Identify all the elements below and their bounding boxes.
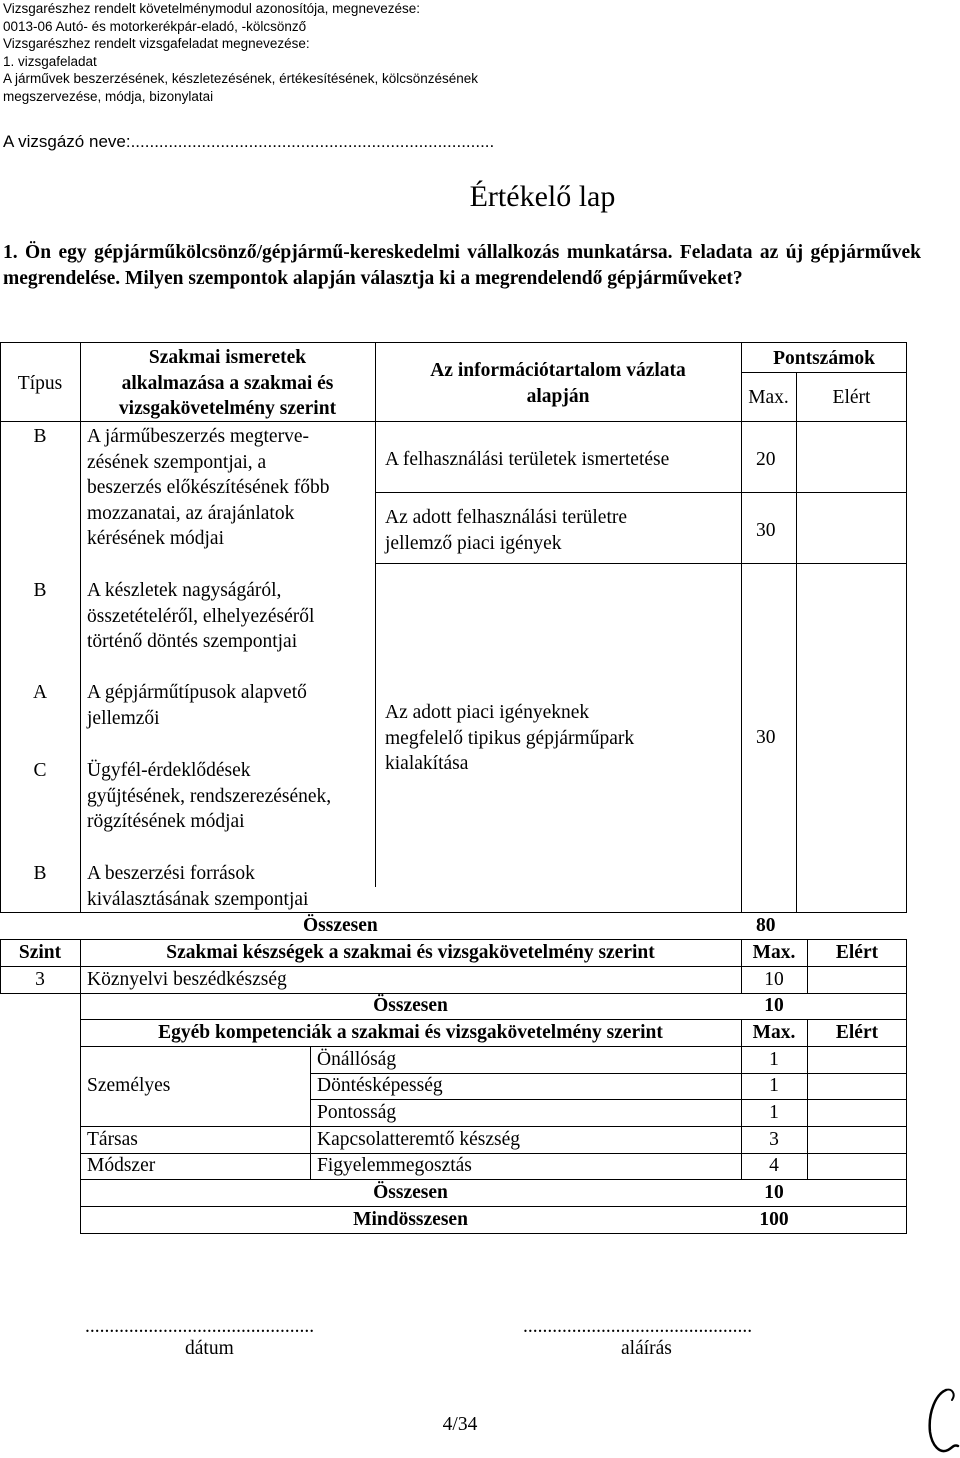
table-border	[375, 563, 907, 564]
skill-label: Köznyelvi beszédkészség	[87, 969, 287, 990]
task-question: 1. Ön egy gépjárműkölcsönző/gépjármű-kereskedelmi vállalkozás munkatársa. Feladata az új gépjárművek megrendelése. Milyen szempontok alapján választja ki a megrendelendő gépjárműveket?	[3, 242, 921, 289]
max-header: Max.	[752, 942, 796, 963]
level-header: Szint	[18, 942, 62, 963]
table-border	[0, 342, 907, 343]
level-cell: 3	[35, 969, 45, 990]
grand-total-label: Mindösszesen	[353, 1209, 468, 1230]
table-border	[80, 1233, 907, 1234]
competency-label: Figyelemmegosztás	[317, 1155, 472, 1176]
total-value: 80	[756, 915, 776, 936]
signature-dots: ...............................................	[523, 1316, 753, 1337]
skills-header: Szakmai készségek a szakmai és vizsgakövetelmény szerint	[166, 942, 655, 963]
table-border	[796, 372, 797, 913]
max-cell: 10	[764, 969, 784, 990]
type-cell: B	[33, 580, 47, 601]
document-header	[3, 0, 478, 105]
table-border	[375, 342, 376, 887]
group-label: Társas	[87, 1129, 138, 1150]
knowledge-header: Szakmai ismeretek alkalmazása a szakmai és vizsgakövetelmény szerint	[118, 347, 337, 419]
header-line: A járművek beszerzésének, készletezésének, értékesítésének, kölcsönzésének	[3, 71, 478, 86]
type-cell: B	[33, 426, 47, 447]
max-cell: 20	[756, 449, 776, 470]
table-border	[80, 342, 81, 913]
points-header: Pontszámok	[773, 348, 875, 369]
max-cell: 1	[769, 1049, 779, 1070]
table-border	[741, 372, 907, 373]
competency-label: Pontosság	[317, 1102, 397, 1123]
type-cell: C	[33, 760, 47, 781]
total-value: 10	[764, 1182, 784, 1203]
header-line: Vizsgarészhez rendelt vizsgafeladat megnevezése:	[3, 36, 310, 51]
achieved-header: Elért	[835, 942, 879, 963]
date-label: dátum	[185, 1338, 234, 1359]
max-header: Max.	[752, 1022, 796, 1043]
type-cell: B	[33, 863, 47, 884]
date-dots: ...............................................	[85, 1316, 315, 1337]
candidate-name-field: A vizsgázó neve:.............................................................................	[3, 132, 495, 151]
competency-label: Kapcsolatteremtő készség	[317, 1129, 521, 1150]
type-cell: A	[32, 682, 48, 703]
table-border	[906, 939, 907, 1234]
competency-label: Döntésképesség	[317, 1075, 443, 1096]
header-line: megszervezése, módja, bizonylatai	[3, 88, 214, 104]
table-border	[310, 1046, 311, 1180]
page-number: 4/34	[442, 1414, 478, 1435]
competency-label: Önállóság	[317, 1049, 397, 1070]
knowledge-cell: A beszerzési források kiválasztásának szempontjai	[87, 863, 309, 910]
knowledge-cell: Ügyfél-érdeklődések gyűjtésének, rendszerezésének, rögzítésének módjai	[87, 760, 332, 832]
other-competencies-header: Egyéb kompetenciák a szakmai és vizsgakövetelmény szerint	[158, 1022, 663, 1043]
signature-label: aláírás	[621, 1338, 672, 1359]
handwritten-mark-icon	[918, 1384, 960, 1458]
table-border	[375, 492, 907, 493]
table-border	[741, 342, 742, 913]
max-cell: 30	[756, 727, 776, 748]
info-header: Az információtartalom vázlata alapján	[430, 360, 686, 407]
knowledge-cell: A gépjárműtípusok alapvető jellemzői	[87, 682, 307, 729]
info-cell: Az adott felhasználási területre jellemző piaci igények	[385, 507, 628, 554]
page-title: Értékelő lap	[469, 180, 616, 213]
header-line: 1. vizsgafeladat	[3, 53, 97, 69]
max-cell: 1	[769, 1102, 779, 1123]
total-label: Összesen	[303, 915, 378, 936]
max-cell: 4	[769, 1155, 779, 1176]
max-cell: 1	[769, 1075, 779, 1096]
type-header: Típus	[17, 373, 63, 394]
achieved-header: Elért	[832, 387, 871, 408]
total-value: 10	[764, 995, 784, 1016]
group-label: Személyes	[87, 1075, 171, 1096]
knowledge-cell: A készletek nagyságáról, összetételéről, elhelyezéséről történő döntés szempontjai	[87, 580, 315, 652]
header-line: 0013-06 Autó- és motorkerékpár-eladó, -kölcsönző	[3, 18, 307, 34]
info-cell: A felhasználási területek ismertetése	[385, 449, 670, 470]
total-label: Összesen	[373, 1182, 448, 1203]
max-header: Max.	[748, 387, 789, 408]
knowledge-cell: A járműbeszerzés megterve- zésének szempontjai, a beszerzés előkészítésének főbb mozzanatai, az árajánlatok kérésének módjai	[87, 426, 330, 549]
achieved-header: Elért	[835, 1022, 879, 1043]
grand-total-value: 100	[759, 1209, 789, 1230]
table-border	[310, 1099, 907, 1100]
max-cell: 30	[756, 520, 776, 541]
group-label: Módszer	[87, 1155, 156, 1176]
info-cell: Az adott piaci igényeknek megfelelő tipikus gépjárműpark kialakítása	[385, 702, 635, 774]
max-cell: 3	[769, 1129, 779, 1150]
total-label: Összesen	[373, 995, 448, 1016]
header-line: Vizsgarészhez rendelt követelménymodul azonosítója, megnevezése:	[3, 1, 420, 16]
table-border	[906, 342, 907, 913]
